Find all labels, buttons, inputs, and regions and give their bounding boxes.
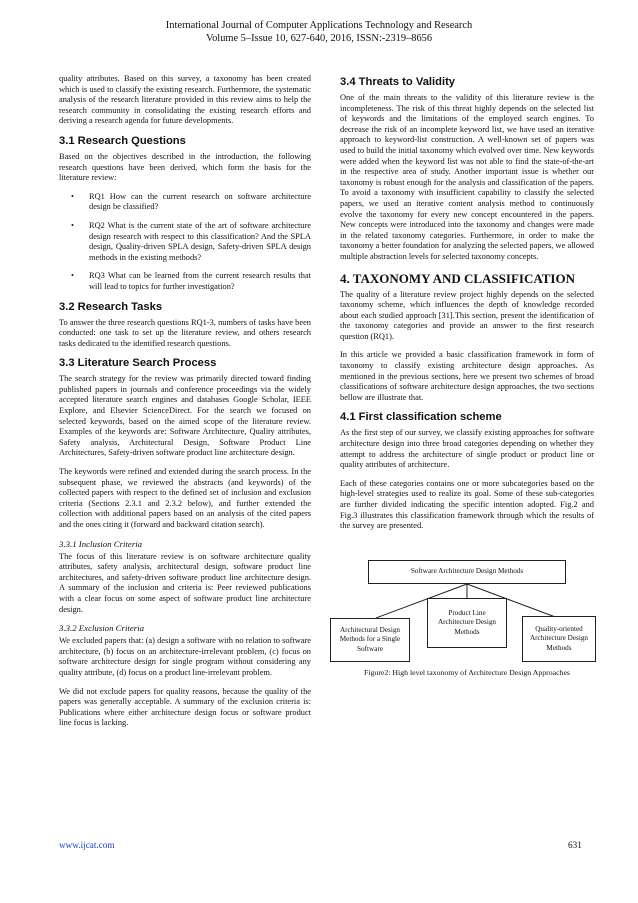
section-3-3-1-heading: 3.3.1 Inclusion Criteria [59, 538, 143, 549]
left-column [59, 70, 311, 737]
section-3-1-heading: 3.1 Research Questions [59, 134, 186, 147]
diagram-product-line-box: Product Line Architecture Design Methods [427, 598, 507, 648]
research-questions-list [59, 192, 311, 293]
bullet-icon: • [71, 191, 74, 201]
list-item [59, 192, 311, 213]
section-4-paragraph-1: The quality of a literature review project highly depends on the selected taxonomy scheme, which influences the depth of knowledge recorded about each studied approach [31].This section, present the identification of the taxonomy categories and provide an answer to the first research question (RQ1). [340, 289, 594, 341]
figure-caption: Figure2: High level taxonomy of Architecture Design Approaches [364, 667, 570, 677]
section-3-2-heading: 3.2 Research Tasks [59, 300, 163, 313]
list-item [59, 221, 311, 263]
section-3-3-1-paragraph: The focus of this literature review is on software architecture quality attributes, safety analysis, architectural design, software product line architectures, and safety-driven software product line architecture design. A summary of the inclusion and criteria is: Peer reviewed publications with a clear focus on some aspect of software product line architecture design. [59, 551, 311, 614]
section-3-3-paragraph-1: The search strategy for the review was primarily directed toward finding published papers in journals and conference proceedings via the widely accepted literature search engines and databases Google Scholar, IEEE Explore, and Elsevier ScienceDirect. For the search we focused on selected keywords, based on the aimed scope of the literature review. Examples of the keywords are: Software Architecture, Quality attributes, Safety analysis, Architectural Design, Software Product Line Architectures, Safety-driven software product line architecture design. [59, 374, 311, 458]
journal-header [0, 19, 638, 45]
diagram-quality-oriented-box: Quality-oriented Architecture Design Methods [522, 616, 596, 662]
section-3-1-paragraph: Based on the objectives described in the introduction, the following research questions have been derived, which form the basis for the literature review: [59, 151, 311, 183]
bullet-icon: • [71, 220, 74, 230]
journal-volume: Volume 5–Issue 10, 627-640, 2016, ISSN:-2319–8656 [205, 33, 433, 44]
section-4-1-paragraph-2: Each of these categories contains one or more subcategories based on the high-level strategies used to realize its goal. Some of these sub-categories are further divided indicating the specific intention adopted. Fig.2 and Fig.3 illustrates this classification framework through which the results of the survey are presented. [340, 478, 594, 531]
section-3-4-heading: 3.4 Threats to Validity [340, 76, 456, 88]
rq2-text: RQ2 What is the current state of the art of software architecture design research with respect to this classification? And the SPLA design, Quality-driven SPLA design, Safety-driven SPLA design methods in the existing methods? [89, 220, 311, 262]
journal-website-link[interactable]: www.ijcat.com [59, 840, 115, 850]
journal-title: International Journal of Computer Applications Technology and Research [165, 20, 473, 31]
section-3-3-2-heading: 3.3.2 Exclusion Criteria [59, 623, 145, 634]
section-3-4-paragraph: One of the main threats to the validity of this literature review is the incompleteness. The risk of this threat highly depends on the selected list of keywords and the limitations of the employed search engines. To decrease the risk of an incomplete keyword list, we have used an iterative approach to keyword-list construction. A well-known set of papers was used to build the initial taxonomy which evolved over time. New keywords were added when the keyword list was not able to find the state-of-the-art in the respective area of study. Another important issue is whether our taxonomy is robust enough for the analysis and classification of the papers. To avoid a taxonomy with insufficient capability to classify the selected papers, we used an iterative content analysis method to continuously evolve the taxonomy for every new concept encountered in the papers. New concepts were introduced into the taxonomy and changes were made in the related taxonomy categories. Furthermore, in order to make the taxonomy a better foundation for analyzing the selected papers, we allowed multiple abstraction levels for selected taxonomy concepts. [340, 93, 594, 261]
section-4-paragraph-2: In this article we provided a basic classification framework in form of taxonomy to classify existing architecture design approaches. As mentioned in the previous sections, here we present two schemes of broad classifications of software architecture design approaches, the two sections bellow are illustrate that. [340, 350, 594, 402]
diagram-root-box: Software Architecture Design Methods [368, 560, 566, 584]
diagram-single-software-box: Architectural Design Methods for a Single Software [330, 618, 410, 662]
list-item [59, 271, 311, 292]
rq1-text: RQ1 How can the current research on software architecture design be classified? [89, 191, 311, 212]
section-4-1-heading: 4.1 First classification scheme [340, 411, 502, 424]
section-3-3-2-paragraph-1: We excluded papers that: (a) design a software with no relation to software architecture, (b) focus on an architecture-irrelevant problem, (c) focus on software architecture design for single program without considering any quality attribute, (d) focus on a product line-irrelevant problem. [59, 636, 311, 677]
section-3-2-paragraph: To answer the three research questions RQ1-3, numbers of tasks have been conducted: one task to set up the literature review, and others research tasks dedicated to the identified research questions. [59, 317, 311, 348]
rq3-text: RQ3 What can be learned from the current research results that will lead to topics for further investigation? [89, 271, 311, 291]
bullet-icon: • [71, 271, 74, 281]
right-column [340, 70, 594, 678]
section-3-3-2-paragraph-2: We did not exclude papers for quality reasons, because the quality of the papers was generally acceptable. A summary of the exclusion criteria is: Publications where either architecture design focus or software product line focus is lacking. [59, 686, 311, 728]
section-4-heading: 4. TAXONOMY AND CLASSIFICATION [340, 270, 575, 286]
taxonomy-diagram [340, 546, 594, 664]
section-3-3-paragraph-2: The keywords were refined and extended during the search process. In the subsequent phase, we reviewed the abstracts (and keywords) of the collected papers with respect to the defined set of inclusion and exclusion criteria (Sections 2.3.1 and 2.3.2 below), and further extended the collection with additional papers based on an analysis of the cited papers and the ones citing it (forward and backward citation search). [59, 467, 311, 529]
section-3-3-heading: 3.3 Literature Search Process [59, 357, 217, 370]
section-4-1-paragraph-1: As the first step of our survey, we classify existing approaches for software architecture design into three broad categories depending on whether they attempt to address the architecture of single product or product line or quality attributes of architecture. [340, 428, 594, 470]
page-number: 631 [568, 840, 582, 850]
intro-paragraph: quality attributes. Based on this survey, a taxonomy has been created which is used to classify the existing research. Furthermore, the systematic analysis of the research literature provided in this review aims to help the research community in consolidating the existing research efforts and deriving a research agenda for future developments. [59, 74, 311, 126]
